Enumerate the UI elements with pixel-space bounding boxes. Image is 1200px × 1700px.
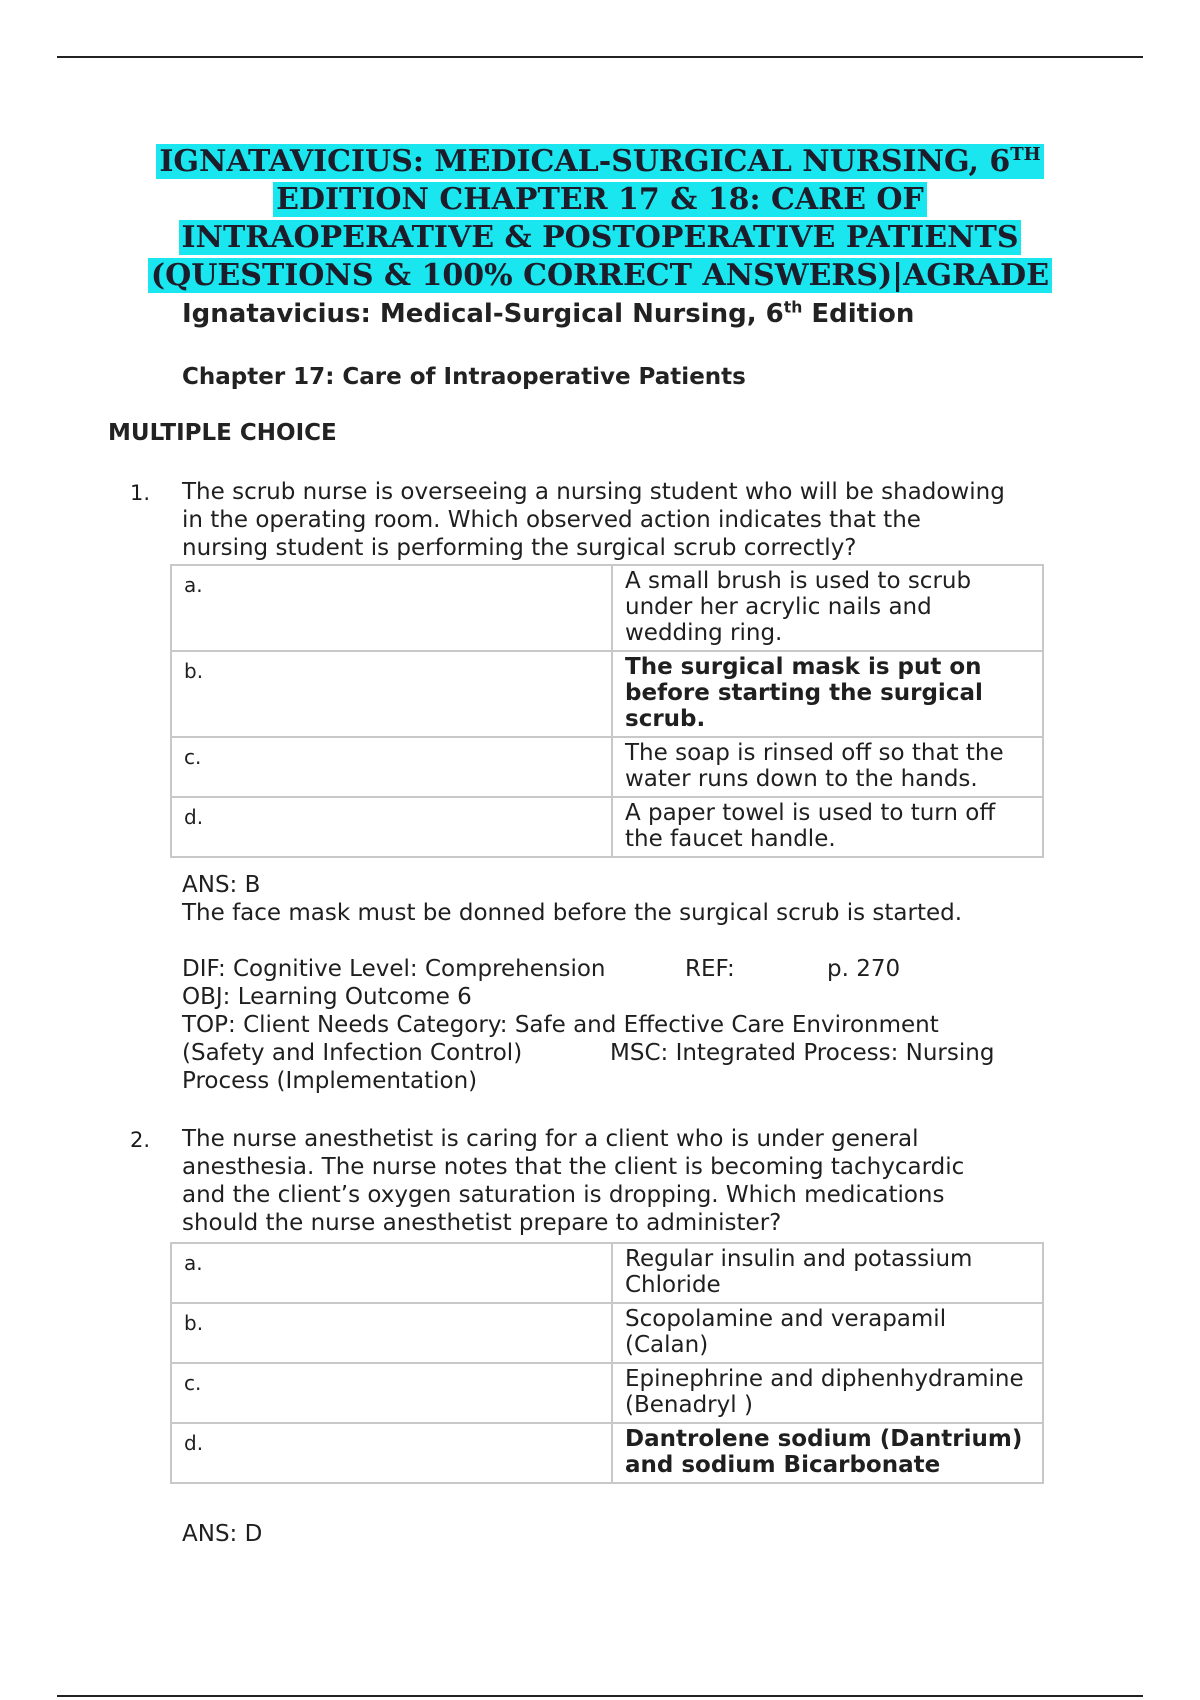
question-number: 2. (130, 1128, 151, 1152)
top-rule (57, 56, 1143, 58)
choice-letter: b. (171, 1303, 612, 1363)
msc: MSC: Integrated Process: Nursing (610, 1040, 995, 1066)
title-line-2: EDITION CHAPTER 17 & 18: CARE OF (100, 181, 1100, 219)
choice-text: The soap is rinsed off so that the water runs down to the hands. (612, 737, 1043, 797)
title-line-1: IGNATAVICIUS: MEDICAL-SURGICAL NURSING, 6TH (100, 143, 1100, 181)
choice-row[interactable] (171, 1363, 1043, 1423)
choices-table-q2 (170, 1242, 1044, 1484)
choice-text: The surgical mask is put on before starting the surgical scrub. (612, 651, 1043, 737)
choice-row[interactable] (171, 797, 1043, 857)
topic-continued: (Safety and Infection Control) (182, 1040, 523, 1066)
choice-text: A small brush is used to scrub under her acrylic nails and wedding ring. (612, 565, 1043, 651)
choice-letter: c. (171, 1363, 612, 1423)
choice-row[interactable] (171, 737, 1043, 797)
choice-row[interactable] (171, 565, 1043, 651)
choice-letter: a. (171, 1243, 612, 1303)
rationale-q1: The face mask must be donned before the surgical scrub is started. (182, 900, 963, 926)
document-title (100, 143, 1100, 295)
title-line-4: (QUESTIONS & 100% CORRECT ANSWERS)|AGRADE (100, 257, 1100, 295)
question-number: 1. (130, 481, 151, 505)
choice-letter: b. (171, 651, 612, 737)
choice-text: Regular insulin and potassium Chloride (612, 1243, 1043, 1303)
answer-q2: ANS: D (182, 1521, 263, 1547)
choice-row[interactable] (171, 1243, 1043, 1303)
choice-text: Scopolamine and verapamil (Calan) (612, 1303, 1043, 1363)
topic: TOP: Client Needs Category: Safe and Effective Care Environment (182, 1012, 939, 1038)
chapter-heading: Chapter 17: Care of Intraoperative Patients (182, 364, 746, 390)
section-heading: MULTIPLE CHOICE (108, 420, 337, 446)
question-stem: The scrub nurse is overseeing a nursing student who will be shadowing in the operating room. Which observed action indicates that the nursing student is performing the surgical scrub correctly? (182, 479, 1005, 561)
answer-q1: ANS: B (182, 872, 261, 898)
bottom-rule (57, 1695, 1143, 1697)
choice-letter: d. (171, 1423, 612, 1483)
difficulty: DIF: Cognitive Level: Comprehension (182, 956, 606, 982)
choice-text: A paper towel is used to turn off the faucet handle. (612, 797, 1043, 857)
choice-row-correct[interactable] (171, 1423, 1043, 1483)
question-stem: The nurse anesthetist is caring for a client who is under general anesthesia. The nurse notes that the client is becoming tachycardic and the client’s oxygen saturation is dropping. Which medications should the nurse anesthetist prepare to administer? (182, 1126, 965, 1236)
choice-letter: d. (171, 797, 612, 857)
objective: OBJ: Learning Outcome 6 (182, 984, 472, 1010)
choices-table-q1 (170, 564, 1044, 858)
choice-letter: c. (171, 737, 612, 797)
process: Process (Implementation) (182, 1068, 478, 1094)
title-superscript: TH (1010, 144, 1041, 165)
choice-letter: a. (171, 565, 612, 651)
choice-row-correct[interactable] (171, 651, 1043, 737)
title-line-3: INTRAOPERATIVE & POSTOPERATIVE PATIENTS (100, 219, 1100, 257)
book-subtitle: Ignatavicius: Medical-Surgical Nursing, 6th Edition (182, 298, 915, 329)
choice-row[interactable] (171, 1303, 1043, 1363)
ref-value: p. 270 (827, 956, 901, 982)
ref-label: REF: (685, 956, 735, 982)
choice-text: Dantrolene sodium (Dantrium) and sodium Bicarbonate (612, 1423, 1043, 1483)
choice-text: Epinephrine and diphenhydramine (Benadryl ) (612, 1363, 1043, 1423)
question-metadata-q1 (182, 955, 1062, 1095)
